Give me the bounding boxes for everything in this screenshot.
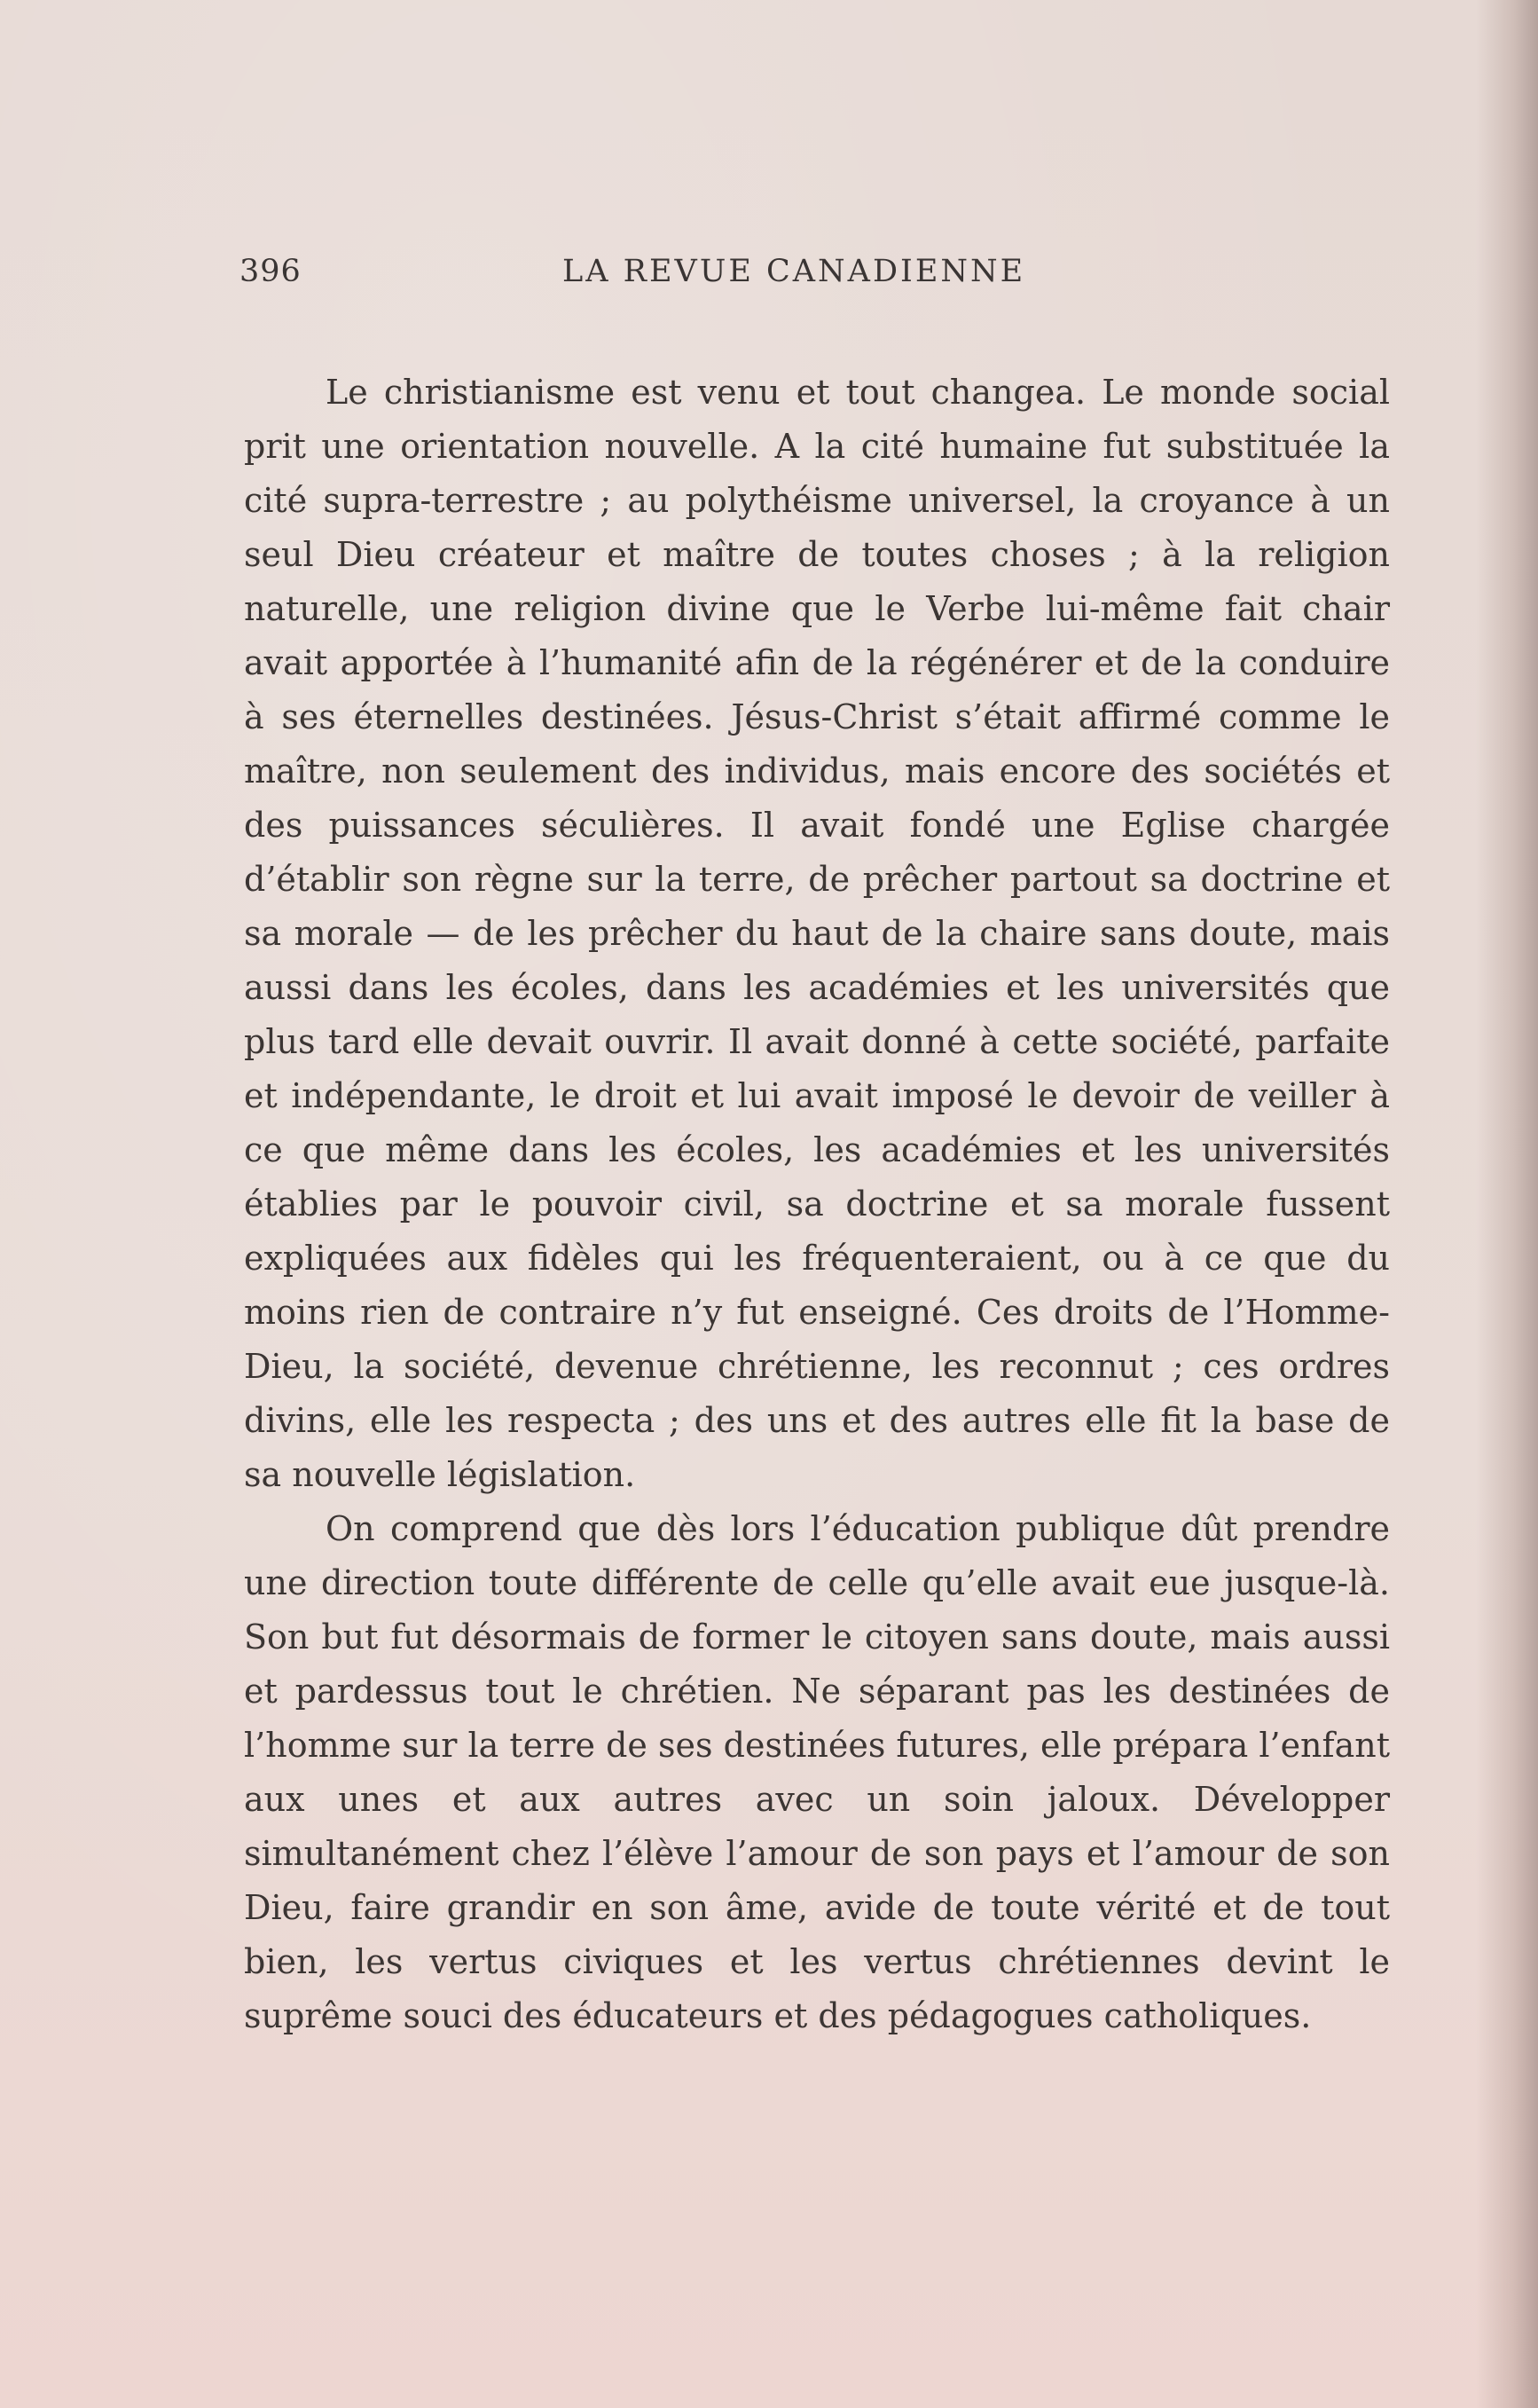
paragraph-2: On comprend que dès lors l’éducation publique dût prendre une direction toute différente de celle qu’elle avait eue jusque-là. Son but fut désormais de former le citoyen sans doute, mais aussi et pardessus tout le chrétien. Ne séparant pas les destinées de l’homme sur la terre de ses destinées futures, elle prépara l’enfant aux unes et aux autres avec un soin jaloux. Développer simultanément chez l’élève l’amour de son pays et l’amour de son Dieu, faire grandir en son âme, avide de toute vérité et de tout bien, les vertus civiques et les vertus chrétiennes devint le suprême souci des éducateurs et des pédagogues catholiques. [244,1509,1390,2035]
page-header [239,254,1064,303]
body-text [244,366,1390,2043]
running-title: LA REVUE CANADIENNE [562,254,1026,289]
page-edge-shadow [1476,0,1538,2408]
page-number: 396 [239,254,302,289]
paragraph-1: Le christianisme est venu et tout changea. Le monde social prit une orientation nouvelle. A la cité humaine fut substituée la cité supra-terrestre ; au polythéisme universel, la croyance à un seul Dieu créateur et maître de toutes choses ; à la religion naturelle, une religion divine que le Verbe lui-même fait chair avait apportée à l’humanité afin de la régénérer et de la conduire à ses éternelles destinées. Jésus-Christ s’était affirmé comme le maître, non seulement des individus, mais encore des sociétés et des puissances séculières. Il avait fondé une Eglise chargée d’établir son règne sur la terre, de prêcher partout sa doctrine et sa morale — de les prêcher du haut de la chaire sans doute, mais aussi dans les écoles, dans les académies et les universités que plus tard elle devait ouvrir. Il avait donné à cette société, parfaite et indépendante, le droit et lui avait imposé le devoir de veiller à ce que même dans les écoles, les académies et les universités établies par le pouvoir civil, sa doctrine et sa morale fussent expliquées aux fidèles qui les fréquenteraient, ou à ce que du moins rien de contraire n’y fut enseigné. Ces droits de l’Homme-Dieu, la société, devenue chrétienne, les reconnut ; ces ordres divins, elle les respecta ; des uns et des autres elle fit la base de sa nouvelle législation. [244,373,1390,1494]
